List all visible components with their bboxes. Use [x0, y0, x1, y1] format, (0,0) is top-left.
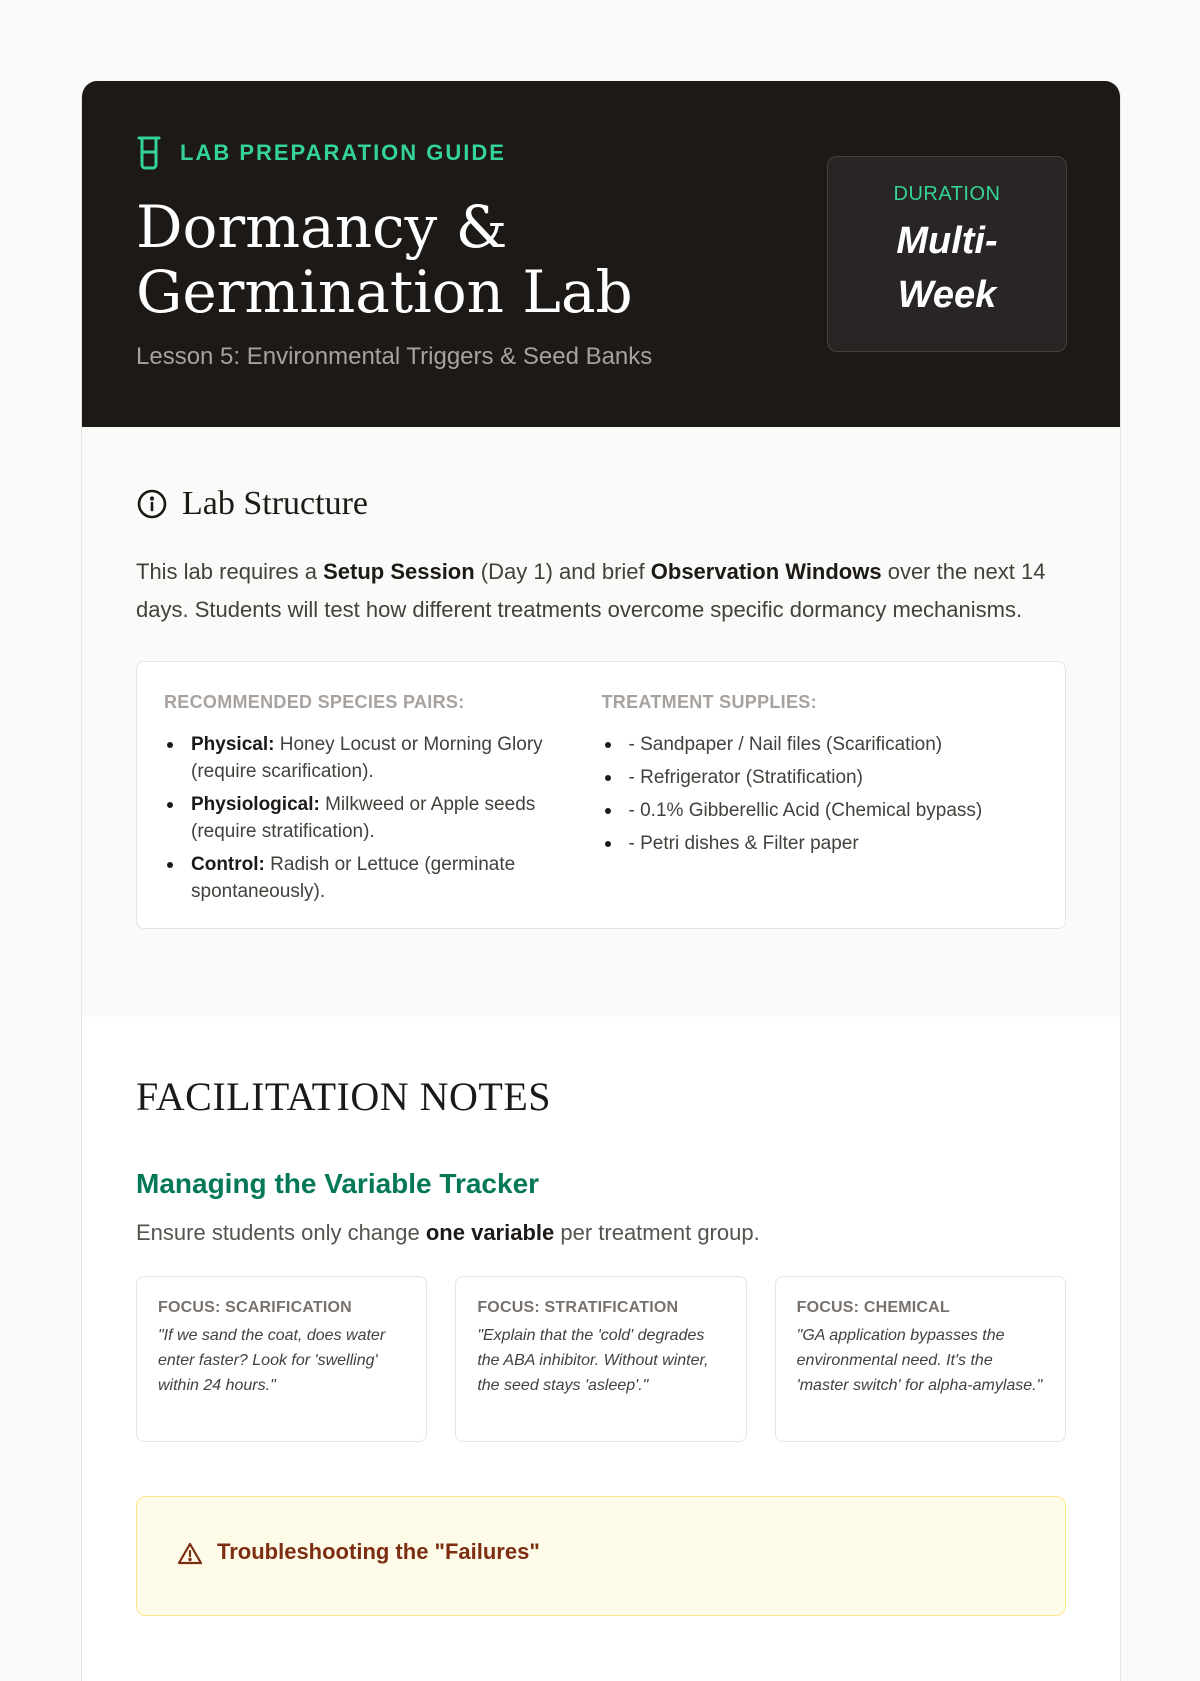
supplies-column	[602, 692, 1040, 928]
lab-structure-heading	[136, 485, 1066, 523]
intro-text: This lab requires a	[136, 559, 324, 584]
variable-tracker-heading: Managing the Variable Tracker	[136, 1168, 540, 1199]
troubleshooting-title: Troubleshooting the "Failures"	[217, 1539, 540, 1564]
intro-text: over the next 14 days. Students will test how different treatments overcome specific dormancy mechanisms.	[136, 559, 1046, 622]
intro-text: (Day 1) and brief	[474, 559, 651, 584]
species-heading: RECOMMENDED SPECIES PAIRS:	[164, 692, 465, 712]
facilitation-notes-section	[82, 1017, 1120, 1616]
duration-box	[827, 156, 1067, 352]
focus-quote: "If we sand the coat, does water enter faster? Look for 'swelling' within 24 hours."	[158, 1327, 386, 1394]
list-item: - Refrigerator (Stratification)	[602, 764, 1040, 791]
variable-tracker-text	[136, 1220, 1066, 1246]
warning-triangle-icon	[177, 1541, 203, 1567]
species-label: Physiological:	[191, 794, 320, 815]
troubleshooting-callout	[136, 1496, 1066, 1616]
lab-structure-section	[82, 427, 1120, 1017]
beaker-icon	[136, 135, 162, 171]
intro-observation-windows: Observation Windows	[650, 559, 882, 584]
focus-quote: "GA application bypasses the environmental need. It's the 'master switch' for alpha-amylase."	[796, 1327, 1043, 1394]
page-title: Dormancy & Germination Lab	[136, 193, 633, 326]
focus-title: FOCUS: STRATIFICATION	[477, 1299, 679, 1316]
page-subtitle: Lesson 5: Environmental Triggers & Seed Banks	[136, 343, 653, 370]
species-list	[164, 731, 602, 905]
supplies-list	[602, 731, 1040, 857]
info-circle-icon	[136, 488, 168, 520]
focus-card-chemical	[775, 1276, 1066, 1442]
supplies-heading: TREATMENT SUPPLIES:	[601, 692, 817, 712]
species-column	[164, 692, 602, 928]
ensure-text: per treatment group.	[554, 1220, 760, 1245]
list-item: - Sandpaper / Nail files (Scarification)	[602, 731, 1040, 758]
species-text: Honey Locust or Morning Glory (require scarification).	[191, 734, 543, 782]
eyebrow-label: LAB PREPARATION GUIDE	[180, 140, 506, 165]
lab-structure-title: Lab Structure	[182, 485, 368, 522]
ensure-text: Ensure students only change	[136, 1220, 426, 1245]
focus-title: FOCUS: SCARIFICATION	[158, 1299, 352, 1316]
duration-value: Multi-Week	[896, 220, 998, 316]
lab-guide-card	[81, 81, 1121, 1681]
species-text: Milkweed or Apple seeds (require stratification).	[191, 794, 536, 842]
ensure-emphasis: one variable	[425, 1220, 555, 1245]
focus-title: FOCUS: CHEMICAL	[796, 1299, 950, 1316]
species-label: Physical:	[191, 734, 275, 755]
focus-card-stratification	[455, 1276, 746, 1442]
lab-structure-intro	[136, 553, 1066, 629]
hero-header	[82, 81, 1120, 427]
facilitation-notes-title: FACILITATION NOTES	[136, 1074, 552, 1119]
list-item	[164, 791, 602, 845]
focus-card-scarification	[136, 1276, 427, 1442]
duration-label: DURATION	[893, 183, 1001, 205]
intro-setup-session: Setup Session	[323, 559, 475, 584]
list-item	[164, 851, 602, 905]
focus-quote: "Explain that the 'cold' degrades the ABA inhibitor. Without winter, the seed stays 'asleep'."	[477, 1327, 709, 1394]
supplies-panel	[136, 661, 1066, 929]
species-text: Radish or Lettuce (germinate spontaneously).	[191, 854, 516, 902]
focus-cards	[136, 1276, 1066, 1442]
list-item: - Petri dishes & Filter paper	[602, 830, 1040, 857]
list-item: - 0.1% Gibberellic Acid (Chemical bypass)	[602, 797, 1040, 824]
list-item	[164, 731, 602, 785]
species-label: Control:	[191, 854, 265, 875]
